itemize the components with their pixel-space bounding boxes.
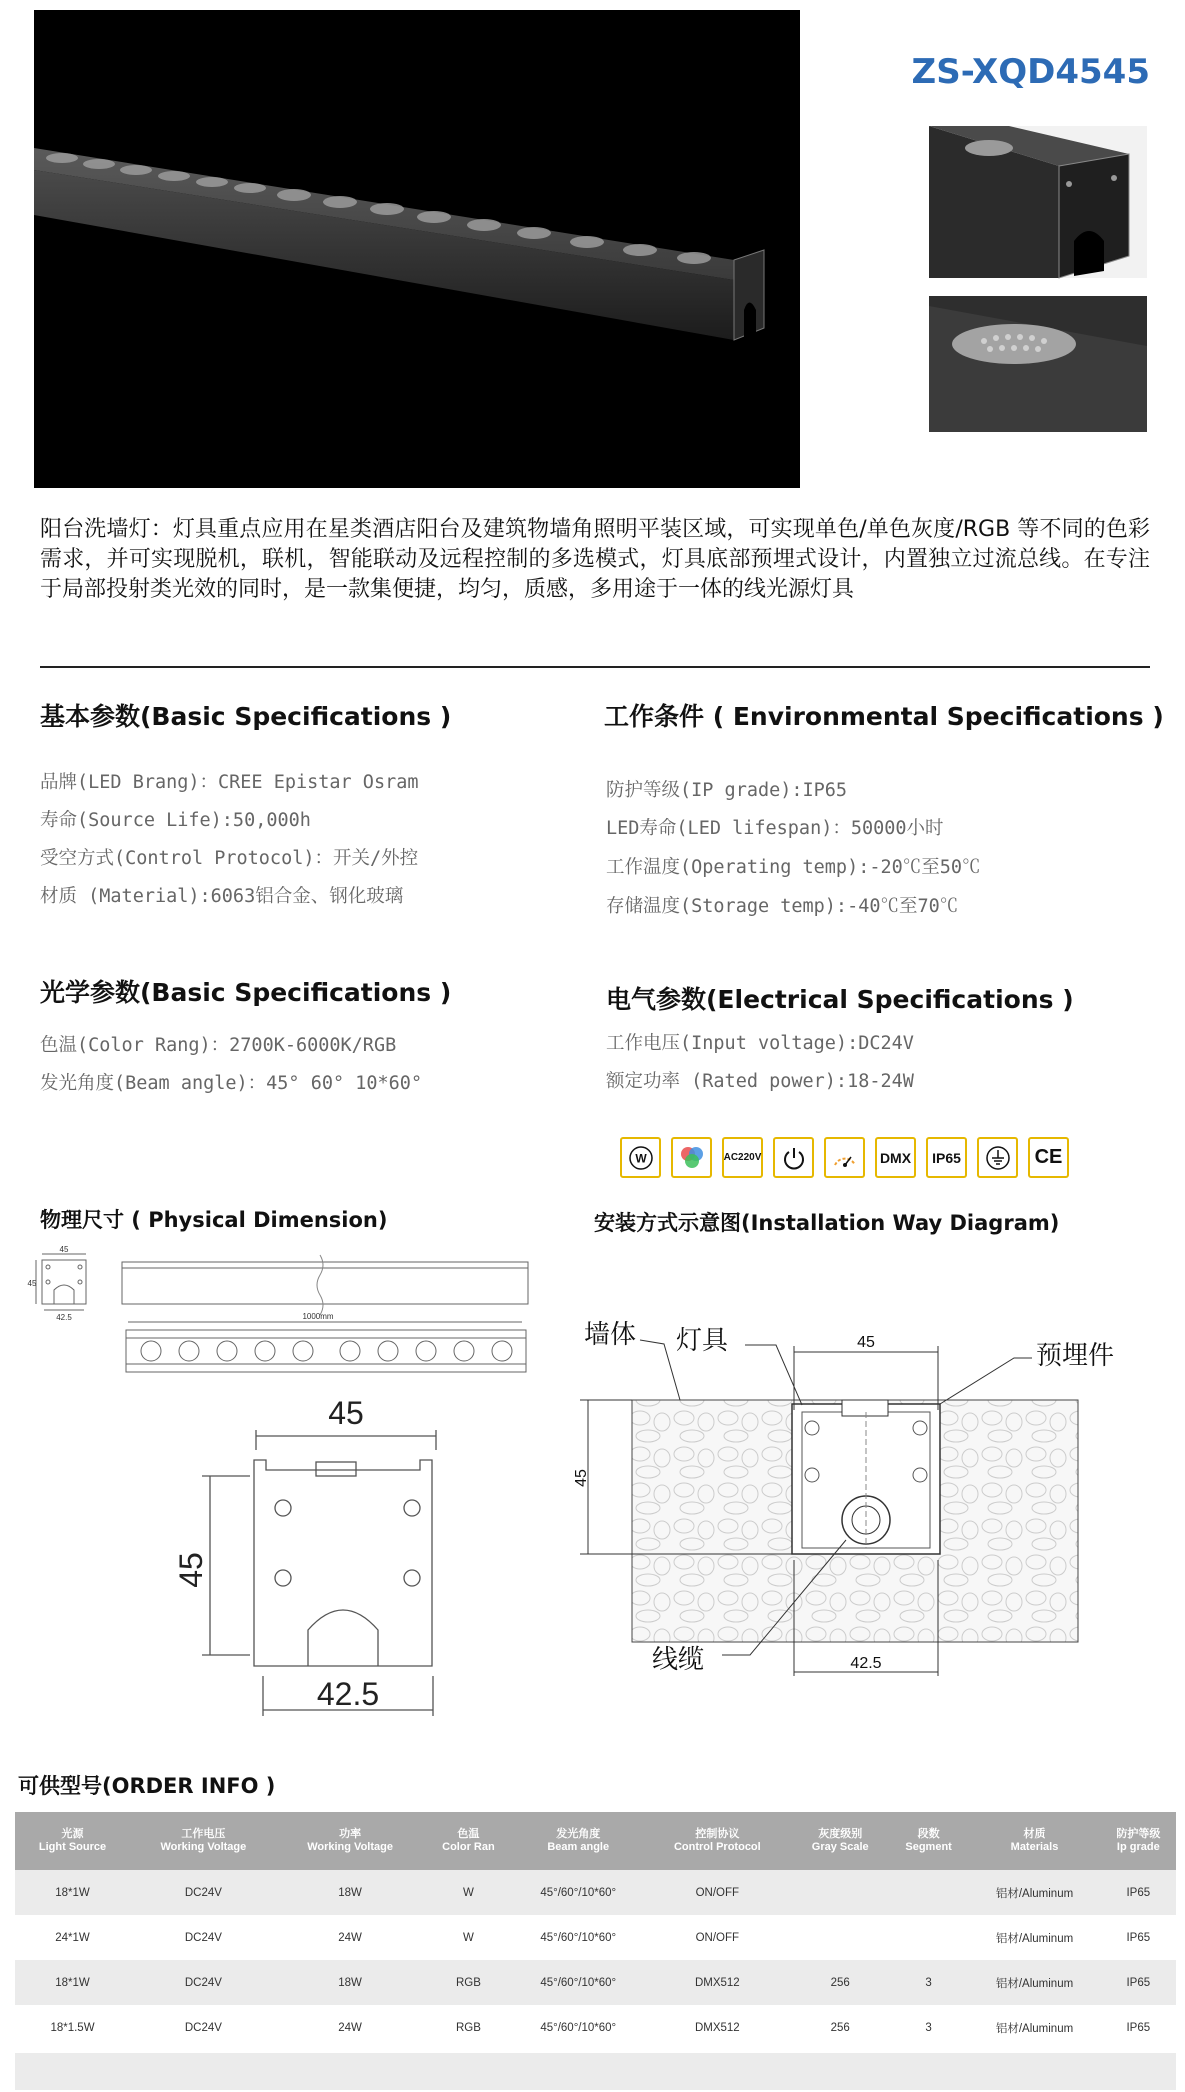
rgb-icon xyxy=(671,1137,712,1178)
cell: RGB xyxy=(423,2005,513,2050)
cell: 3 xyxy=(889,1960,969,2005)
ce-label: CE xyxy=(1034,1146,1063,1168)
cell: 256 xyxy=(792,2005,889,2050)
col-control-protocol: 控制协议 Control Protocol xyxy=(643,1812,791,1870)
cell: 256 xyxy=(792,1960,889,2005)
order-table xyxy=(15,1812,1176,2050)
col-materials: 材质 Materials xyxy=(968,1812,1100,1870)
basic-specs-title: 基本参数(Basic Specifications ) xyxy=(40,702,452,731)
physical-dimension-title: 物理尺寸 ( Physical Dimension) xyxy=(40,1208,388,1232)
optical-specs-title: 光学参数(Basic Specifications ) xyxy=(40,978,452,1007)
cable-label: 线缆 xyxy=(652,1645,705,1675)
embedded-part-label: 预埋件 xyxy=(1036,1341,1115,1371)
small-width-label: 45 xyxy=(59,1245,69,1254)
col-working-voltage: 工作电压 Working Voltage xyxy=(130,1812,277,1870)
cell xyxy=(889,1870,969,1915)
cell: RGB xyxy=(423,1960,513,2005)
spec-input-voltage: 工作电压(Input voltage):DC24V xyxy=(606,1033,914,1054)
length-label: 1000mm xyxy=(302,1312,334,1321)
install-width-label: 45 xyxy=(857,1334,875,1351)
cell xyxy=(889,1915,969,1960)
big-width-label: 45 xyxy=(328,1395,364,1431)
cell: 45°/60°/10*60° xyxy=(513,1870,643,1915)
cell: 24W xyxy=(277,2005,424,2050)
col-color-temp: 色温 Color Ran xyxy=(423,1812,513,1870)
cell: 45°/60°/10*60° xyxy=(513,1960,643,2005)
col-segment: 段数 Segment xyxy=(889,1812,969,1870)
cell: DMX512 xyxy=(643,2005,791,2050)
cell: 铝材/Aluminum xyxy=(968,1915,1100,1960)
cell: W xyxy=(423,1915,513,1960)
cell: DC24V xyxy=(130,1870,277,1915)
cell: 24W xyxy=(277,1915,424,1960)
led-bar-illustration xyxy=(34,10,800,488)
cell: 18W xyxy=(277,1960,424,2005)
spec-life: 寿命(Source Life):50,000h xyxy=(40,810,311,831)
ac220v-label: AC220V xyxy=(723,1152,762,1163)
thumbnail-end-cap xyxy=(929,126,1147,278)
cell: 45°/60°/10*60° xyxy=(513,2005,643,2050)
cell: IP65 xyxy=(1101,1960,1176,2005)
cell: 铝材/Aluminum xyxy=(968,1960,1100,2005)
table-row xyxy=(15,2005,1176,2050)
cell: DC24V xyxy=(130,1960,277,2005)
table-footer-band xyxy=(15,2053,1176,2090)
cell: 18*1W xyxy=(15,1870,130,1915)
cell: 3 xyxy=(889,2005,969,2050)
installation-diagram xyxy=(540,1300,1115,1680)
lamp-label: 灯具 xyxy=(676,1326,729,1356)
spec-ip-grade: 防护等级(IP grade):IP65 xyxy=(606,780,848,801)
dimming-icon xyxy=(824,1137,865,1178)
cell: 铝材/Aluminum xyxy=(968,2005,1100,2050)
divider xyxy=(40,666,1150,668)
big-height-label: 45 xyxy=(173,1552,209,1588)
ground-icon xyxy=(977,1137,1018,1178)
cell: DC24V xyxy=(130,1915,277,1960)
power-icon xyxy=(773,1137,814,1178)
cell: 18W xyxy=(277,1870,424,1915)
spec-color-range: 色温(Color Rang)：2700K-6000K/RGB xyxy=(40,1035,397,1056)
ce-icon xyxy=(1028,1137,1069,1178)
hero-product-photo xyxy=(34,10,800,488)
install-base-label: 42.5 xyxy=(850,1655,882,1672)
order-info-title: 可供型号(ORDER INFO ) xyxy=(18,1774,276,1798)
ip65-icon xyxy=(926,1137,967,1178)
cell: 18*1.5W xyxy=(15,2005,130,2050)
cell: 24*1W xyxy=(15,1915,130,1960)
product-description: 阳台洗墙灯：灯具重点应用在星类酒店阳台及建筑物墙角照明平装区域，可实现单色/单色灰度/RGB 等不同的色彩需求，并可实现脱机，联机，智能联动及远程控制的多选模式，灯具底部预埋式设计，内置独立过流总线。在专注于局部投射类光效的同时，是一款集便捷，均匀，质感，多用途于一体的线光源灯具 xyxy=(40,517,1150,602)
ac220v-icon xyxy=(722,1137,763,1178)
cell: 45°/60°/10*60° xyxy=(513,1915,643,1960)
physical-dimension-drawing xyxy=(10,1240,570,1720)
cell: IP65 xyxy=(1101,1915,1176,1960)
cell xyxy=(792,1915,889,1960)
spec-led-lifespan: LED寿命(LED lifespan)：50000小时 xyxy=(606,818,944,839)
wall-label: 墙体 xyxy=(584,1320,637,1350)
white-light-label: W xyxy=(634,1151,647,1165)
environment-specs-title: 工作条件 ( Environmental Specifications ) xyxy=(604,702,1164,731)
ip65-label: IP65 xyxy=(932,1149,961,1166)
white-light-icon xyxy=(620,1137,661,1178)
col-ip-grade: 防护等级 Ip grade xyxy=(1101,1812,1176,1870)
cell: IP65 xyxy=(1101,1870,1176,1915)
dmx-label: DMX xyxy=(879,1149,912,1166)
spec-brand: 品牌(LED Brang)：CREE Epistar Osram xyxy=(40,772,419,793)
small-base-label: 42.5 xyxy=(56,1313,72,1322)
cell: ON/OFF xyxy=(643,1870,791,1915)
electrical-specs-title: 电气参数(Electrical Specifications ) xyxy=(606,985,1074,1014)
spec-beam-angle: 发光角度(Beam angle)：45° 60° 10*60° xyxy=(40,1073,423,1094)
thumbnail-lens-closeup xyxy=(929,296,1147,432)
cell: 18*1W xyxy=(15,1960,130,2005)
spec-control: 受空方式(Control Protocol)：开关/外控 xyxy=(40,848,419,869)
spec-storage-temp: 存储温度(Storage temp):-40℃至70℃ xyxy=(606,896,959,917)
col-power: 功率 Working Voltage xyxy=(277,1812,424,1870)
big-base-label: 42.5 xyxy=(316,1676,380,1712)
cell xyxy=(792,1870,889,1915)
col-gray-scale: 灰度级别 Gray Scale xyxy=(792,1812,889,1870)
cell: 铝材/Aluminum xyxy=(968,1870,1100,1915)
spec-rated-power: 额定功率 (Rated power):18-24W xyxy=(606,1071,914,1092)
cell: DMX512 xyxy=(643,1960,791,2005)
dmx-icon xyxy=(875,1137,916,1178)
table-row xyxy=(15,1870,1176,1915)
spec-material: 材质 (Material):6063铝合金、钢化玻璃 xyxy=(40,886,404,907)
col-light-source: 光源 Light Source xyxy=(15,1812,130,1870)
small-height-label: 45 xyxy=(27,1279,37,1288)
cell: DC24V xyxy=(130,2005,277,2050)
installation-diagram-title: 安装方式示意图(Installation Way Diagram) xyxy=(594,1211,1060,1235)
cell: ON/OFF xyxy=(643,1915,791,1960)
cell: IP65 xyxy=(1101,2005,1176,2050)
model-number: ZS-XQD4545 xyxy=(911,52,1150,92)
table-row xyxy=(15,1960,1176,2005)
install-height-label: 45 xyxy=(573,1469,590,1487)
order-table-header xyxy=(15,1812,1176,1870)
table-row xyxy=(15,1915,1176,1960)
cell: W xyxy=(423,1870,513,1915)
col-beam-angle: 发光角度 Beam angle xyxy=(513,1812,643,1870)
spec-operating-temp: 工作温度(Operating temp):-20℃至50℃ xyxy=(606,857,981,878)
